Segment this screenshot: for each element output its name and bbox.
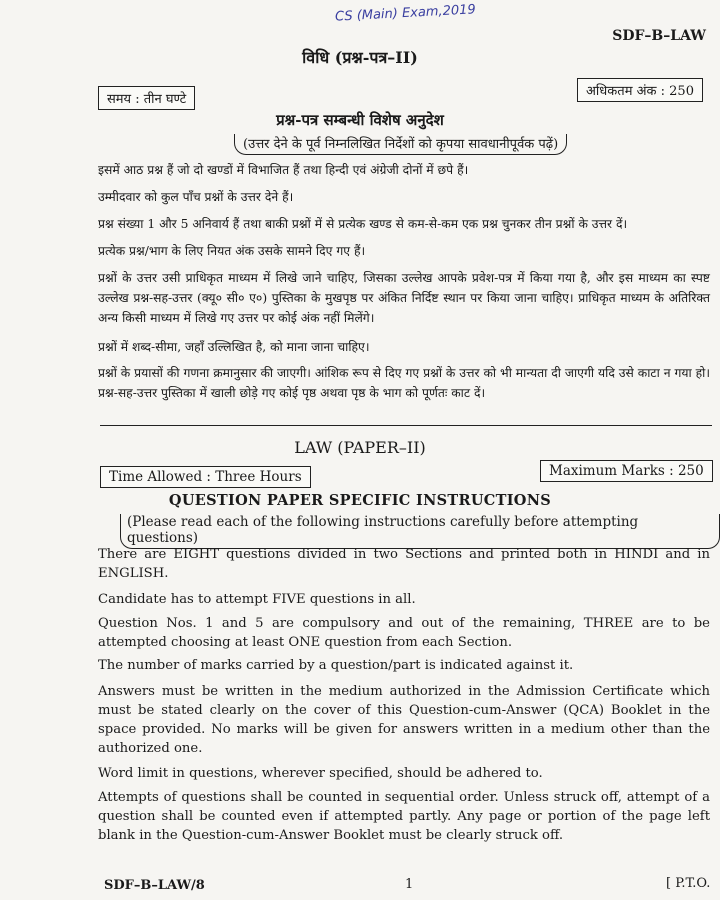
hindi-instruction: उम्मीदवार को कुल पाँच प्रश्नों के उत्तर देने हैं। — [98, 190, 294, 204]
hindi-instructions-heading: प्रश्न-पत्र सम्बन्धी विशेष अनुदेश — [276, 111, 444, 129]
hindi-paper-title: विधि (प्रश्न-पत्र–II) — [302, 48, 418, 67]
footer-paper-code: SDF–B–LAW/8 — [104, 878, 205, 893]
page-number: 1 — [405, 877, 414, 892]
hindi-instruction: प्रश्न संख्या 1 और 5 अनिवार्य हैं तथा बाकी प्रश्नों में से प्रत्येक खण्ड से कम-से-कम एक प्रश्न चुनकर तीन प्रश्नों के उत्तर दें। — [98, 217, 628, 231]
english-instruction: The number of marks carried by a question/part is indicated against it. — [98, 658, 574, 673]
exam-stamp: CS (Main) Exam,2019 — [334, 2, 477, 25]
hindi-time-allowed: समय : तीन घण्टे — [98, 86, 195, 110]
english-instruction: Answers must be written in the medium authorized in the Admission Certificate which must be stated clearly on the cover of this Question-cum-Answer (QCA) Booklet in the space provided. No marks will be given for answers written in a medium other than the authorized one. — [98, 684, 710, 756]
hindi-instruction: प्रश्नों के उत्तर उसी प्राधिकृत माध्यम में लिखे जाने चाहिए, जिसका उल्लेख आपके प्रवेश-पत्र में किया गया है, और इस माध्यम का स्पष्ट उल्लेख प्रश्न-सह-उत्तर (क्यू० सी० ए०) पुस्तिका के मुखपृष्ठ पर अंकित निर्दिष्ट स्थान पर किया जाना चाहिए। प्राधिकृत माध्यम के अतिरिक्त अन्य किसी माध्यम में लिखे गए उत्तर पर कोई अंक नहीं मिलेंगे। — [98, 271, 710, 325]
hindi-instruction: इसमें आठ प्रश्न हैं जो दो खण्डों में विभाजित हैं तथा हिन्दी एवं अंग्रेजी दोनों में छपे हैं। — [98, 163, 469, 177]
pto-marker: [ P.T.O. — [666, 876, 711, 891]
english-instruction: Attempts of questions shall be counted in sequential order. Unless struck off, attempt of a question shall be counted even if attempted partly. Any page or portion of the page left blank in the Question-cum-Answer Booklet must be clearly struck off. — [98, 790, 710, 843]
english-instruction: There are EIGHT questions divided in two Sections and printed both in HINDI and in ENGLISH. — [98, 547, 710, 581]
english-instruction: Question Nos. 1 and 5 are compulsory and out of the remaining, THREE are to be attempted choosing at least ONE question from each Section. — [98, 616, 710, 650]
english-instructions-subheading: (Please read each of the following instructions carefully before attempting questions) — [120, 514, 720, 549]
english-instruction: Candidate has to attempt FIVE questions in all. — [98, 592, 416, 607]
english-instruction: Word limit in questions, wherever specified, should be adhered to. — [98, 766, 543, 781]
english-instructions-heading: QUESTION PAPER SPECIFIC INSTRUCTIONS — [168, 492, 552, 509]
english-paper-title: LAW (PAPER–II) — [294, 438, 426, 457]
hindi-instruction: प्रश्नों के प्रयासों की गणना क्रमानुसार की जाएगी। आंशिक रूप से दिए गए प्रश्नों के उत्तर को भी मान्यता दी जाएगी यदि उसे काटा न गया हो। प्रश्न-सह-उत्तर पुस्तिका में खाली छोड़े गए कोई पृष्ठ अथवा पृष्ठ के भाग को पूर्णतः काट दें। — [98, 366, 710, 400]
hindi-max-marks: अधिकतम अंक : 250 — [577, 78, 703, 102]
section-divider — [100, 425, 712, 426]
hindi-instruction: प्रश्नों में शब्द-सीमा, जहाँ उल्लिखित है, को माना जाना चाहिए। — [98, 340, 370, 354]
english-time-allowed: Time Allowed : Three Hours — [100, 466, 311, 488]
hindi-instruction: प्रत्येक प्रश्न/भाग के लिए नियत अंक उसके सामने दिए गए हैं। — [98, 244, 366, 258]
paper-code: SDF–B–LAW — [612, 28, 706, 44]
hindi-instructions-subheading: (उत्तर देने के पूर्व निम्नलिखित निर्देशों को कृपया सावधानीपूर्वक पढ़ें) — [234, 134, 567, 155]
english-max-marks: Maximum Marks : 250 — [540, 460, 713, 482]
